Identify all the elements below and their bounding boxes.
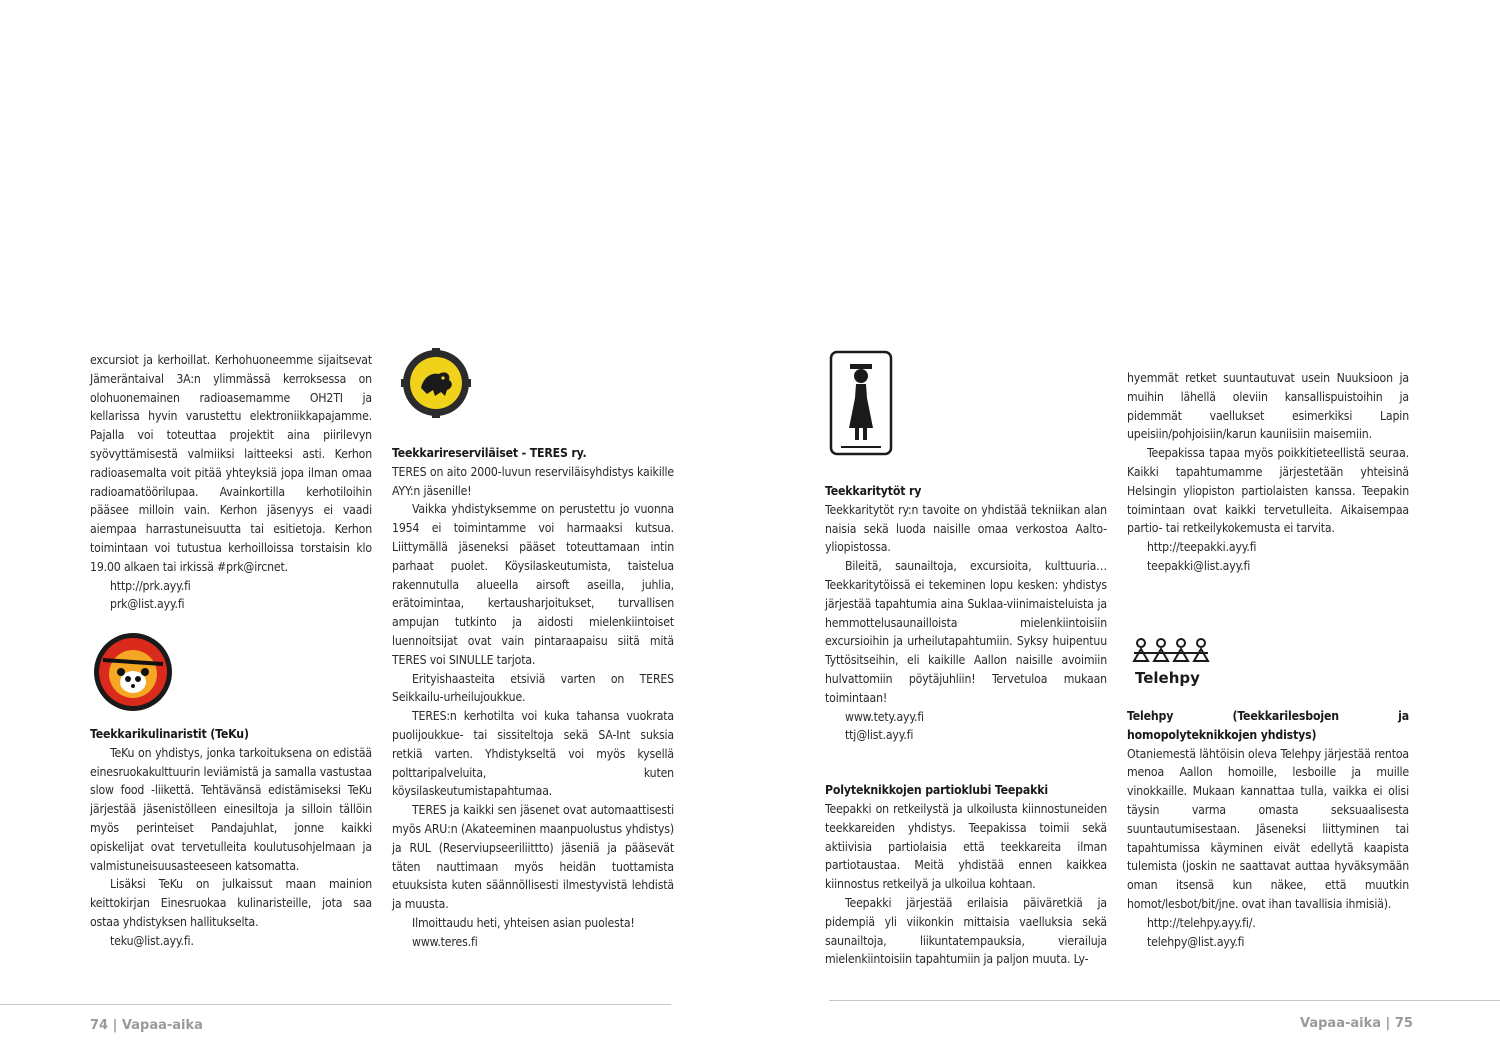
column-4-lower [1127, 707, 1409, 951]
teres-paragraph-2: Erityishaasteita etsiviä varten on TERES Seikkailu-urheilujoukkue. [392, 671, 674, 705]
teres-paragraph-4: TERES ja kaikki sen jäsenet ovat automaattisesti myös ARU:n (Akateeminen maanpuolustus yhdistys) ja RUL (Reserviupseeriliittto) jäseniä ja pääsevät täten nauttimaan myös heidän tuottamista etuuksista kuten säännöllisesti ilmestyvistä lehdistä ja muusta. [392, 803, 674, 912]
column-1 [90, 351, 372, 614]
teku-paragraph-1: TeKu on yhdistys, jonka tarkoituksena on edistää einesruokakulttuurin leviämistä ja samalla vastustaa slow food -liikettä. Tehtävänsä edistämiseksi TeKu järjestää jäsenistölleen einesiltoja ja silloin tällöin myös perinteiset Pandajuhlat, jonne kaikki opiskelijat ovat tervetulleita koulutusohjelmaan ja valmistuneisuusasteeseen katsomatta. [90, 745, 372, 873]
left-footer-rule [0, 1004, 671, 1005]
tety-heading: Teekkaritytöt ry [825, 484, 922, 498]
right-footer-rule [829, 1000, 1500, 1001]
teres-paragraph-1: Vaikka yhdistyksemme on perustettu jo vuonna 1954 ei toimintamme voi harmaaksi kutsua. Liittymällä jäseneksi pääset toteuttamaan intin parhaat puolet. Köysilaskeutumista, taistelua rakennutulla alueella airsoft aseilla, juhlia, erätoimintaa, kertausharjoitukset, turvallisen ampujan tutkinto ja aidosti mielenkiintoiset luennoitsijat ovat vain pintaraapaisu siitä mitä TERES voi SINULLE tarjota. [392, 502, 674, 667]
teres-paragraph-5: Ilmoittaudu heti, yhteisen asian puolesta! [412, 915, 635, 930]
teekkaritytot-logo [829, 350, 893, 456]
right-page-folio: Vapaa-aika | 75 [1300, 1016, 1413, 1031]
telehpy-logo [1131, 637, 1213, 685]
teepakki-email-link[interactable]: teepakki@list.ayy.fi [1147, 558, 1251, 573]
telehpy-intro: Otaniemestä lähtöisin oleva Telehpy järjestää rentoa menoa Aallon homoille, lesboille ja muille vinokkaille. Mukaan kannattaa tulla, vaikka ei olisi täysin varma omasta seksuaalisesta suuntautumisestaan. Jäseneksi liittyminen tai tapahtumissa käyminen eivät edellytä kaapista tulemista (joskin ne saattavat auttaa hyväksymään oman itsensä kun näkee, että muutkin homot/lesbot/bit/jne. ovat ihan tavallisia ihmisiä). [1127, 746, 1409, 911]
prk-text: excursiot ja kerhoillat. Kerhohuoneemme sijaitsevat Jämeräntaival 3A:n ylimmässä kerroksessa on olohuonemainen radioasemamme OH2TI ja kellarissa hyvin varustettu elektroniikkapajamme. Pajalla voi toteuttaa projektit aina piirilevyn syövyttämisestä valmiiksi laitteeksi asti. Kerhon radioasemalta voit pitää yhteyksiä jopa ilman omaa radioamatöörilupaa. Avainkortilla kerhotiloihin pääsee milloin vain. Kerhon jäsenyys ei vaadi aiempaa harrastuneisuutta tai esitietoja. Kerhon toimintaan voi tutustua kerhoilloissa torstaisin klo 19.00 alkaen tai irkissä #prk@ircnet. [90, 353, 372, 574]
telehpy-people-icon [1131, 637, 1213, 667]
teres-heading: Teekkarireserviläiset - TERES ry. [392, 446, 587, 460]
tety-email-link[interactable]: ttj@list.ayy.fi [845, 728, 914, 743]
column-3 [825, 482, 1107, 969]
teepakki-heading: Polyteknikkojen partioklubi Teepakki [825, 783, 1048, 798]
teepakki-web-link[interactable]: http://teepakki.ayy.fi [1147, 540, 1257, 555]
prk-email-link[interactable]: prk@list.ayy.fi [110, 597, 185, 612]
teres-web-link[interactable]: www.teres.fi [412, 934, 478, 949]
telehpy-heading: Telehpy (Teekkarilesbojen ja homopolyteknikkojen yhdistys) [1127, 709, 1409, 742]
teepakki-continued: hyemmät retket suuntautuvat usein Nuuksioon ja muihin lähellä oleviin kansallispuistoihin ja pidemmät vaellukset esimerkiksi Lapin upeisiin/pohjoisiin/karun kauniisiin maisemiin. [1127, 371, 1409, 442]
teres-intro: TERES on aito 2000-luvun reserviläisyhdistys kaikille AYY:n jäsenille! [392, 464, 674, 498]
teres-paragraph-3: TERES:n kerhotilta voi kuka tahansa vuokrata puolijoukkue- tai sissiteltoja sekä SA-Int suksia retkiä varten. Yhdistykseltä voi myös kysellä polttaripalveluita, kuten köysilaskeutumistapahtumaa. [392, 709, 674, 799]
teku-heading: Teekkarikulinaristit (TeKu) [90, 727, 249, 741]
teepakki-intro: Teepakki on retkeilystä ja ulkoilusta kiinnostuneiden teekkareiden yhdistys. Teepakissa toimii sekä aktiivisia partiolaisia että teekkareita ilman partiotaustaa. Meitä yhdistää ennen kaikkea kiinnostus retkeilyä ja ulkoilua kohtaan. [825, 801, 1107, 892]
tety-paragraph-1: Bileitä, saunailtoja, excursioita, kulttuuria… Teekkaritytöissä ei tekeminen lopu kesken: yhdistys järjestää tapahtumia aina Suklaa-viinimaisteluista ja hemmottelusaunailloista mielenkiintoisiin excursioihin ja urheilutapahtumiin. Syksy huipentuu Tyttösitseihin, eli kaikille Aallon naisille avoimiin hulvattomiin pöytäjuhliin! Tervetuloa mukaan toimintaan! [825, 559, 1107, 705]
tety-web-link[interactable]: www.tety.ayy.fi [845, 709, 924, 724]
teku-paragraph-2: Lisäksi TeKu on julkaissut maan mainion keittokirjan Einesruokaa kulinaristeille, jota saa ostaa yhdistyksen hallitukselta. [90, 877, 372, 929]
telehpy-logo-text: Telehpy [1135, 669, 1200, 687]
prk-web-link[interactable]: http://prk.ayy.fi [110, 578, 191, 593]
tety-intro: Teekkaritytöt ry:n tavoite on yhdistää tekniikan alan naisia sekä luoda naisille omaa verkostoa Aalto-yliopistossa. [825, 502, 1107, 555]
telehpy-email-link[interactable]: telehpy@list.ayy.fi [1147, 934, 1245, 949]
teepakki-paragraph-2: Teepakissa tapaa myös poikkitieteellistä seuraa. Kaikki tapahtumamme järjestetään yhteisinä Helsingin yliopiston partiolaisten kanssa. Teepakin toimintaan ovat kaikki tervetulleita. Aikaisempaa partio- tai retkeilykokemusta ei tarvita. [1127, 446, 1409, 536]
teepakki-paragraph-1: Teepakki järjestää erilaisia päiväretkiä ja pidempiä yli viikonkin mittaisia vaelluksia sekä saunailtoja, liikuntatempauksia, vierailuja mielenkiintoisiin tapahtumiin ja paljon muuta. Ly- [825, 895, 1107, 967]
teku-email-link[interactable]: teku@list.ayy.fi. [110, 933, 194, 948]
column-4 [1127, 369, 1409, 576]
teres-lion-logo [401, 348, 471, 418]
teku-logo [93, 632, 173, 712]
telehpy-web-link[interactable]: http://telehpy.ayy.fi/. [1147, 915, 1256, 930]
column-1-lower [90, 725, 372, 951]
left-page-folio: 74 | Vapaa-aika [90, 1018, 203, 1033]
column-2 [392, 444, 674, 952]
